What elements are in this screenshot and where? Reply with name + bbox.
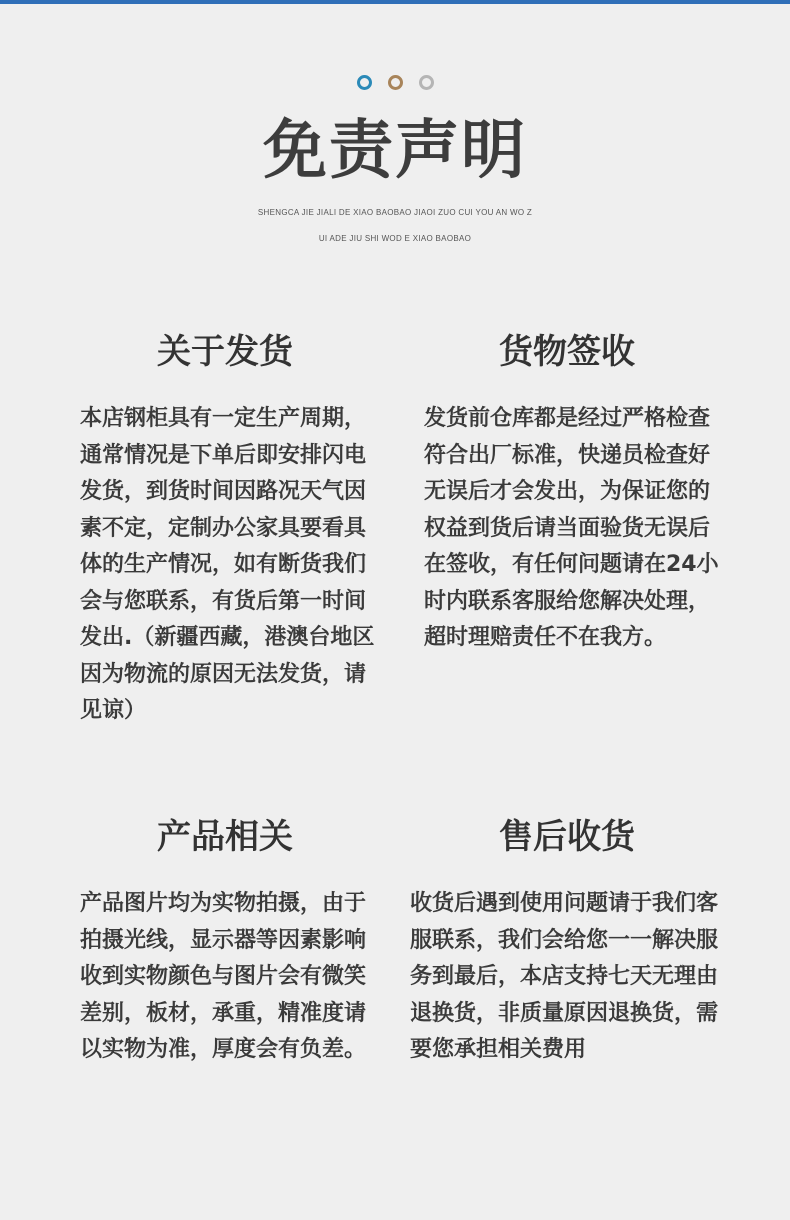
page-title: 免责声明 xyxy=(263,114,527,188)
section-receipt xyxy=(424,327,724,657)
section-title: 售后收货 xyxy=(499,817,635,857)
top-accent-bar xyxy=(0,0,790,4)
section-body: 产品图片均为实物拍摄，由于拍摄光线，显示器等因素影响收到实物颜色与图片会有微笑差别，板材，承重，精准度请以实物为准，厚度会有负差。 xyxy=(80,891,367,1062)
section-body: 发货前仓库都是经过严格检查符合出厂标准，快递员检查好无误后才会发出，为保证您的权益到货后请当面验货无误后在签收，有任何问题请在24小时内联系客服给您解决处理，超时理赔责任不在我方。 xyxy=(424,406,719,650)
section-product xyxy=(80,812,380,1069)
subtitle-line-1: SHENGCA JIE JIALI DE XIAO BAOBAO JIAOI ZUO CUI YOU AN WO Z xyxy=(257,208,533,217)
section-title: 产品相关 xyxy=(157,817,293,857)
section-body: 收货后遇到使用问题请于我们客服联系，我们会给您一一解决服务到最后，本店支持七天无理由退换货，非质量原因退换货，需要您承担相关费用 xyxy=(410,891,719,1062)
section-body: 本店钢柜具有一定生产周期，通常情况是下单后即安排闪电发货，到货时间因路况天气因素不定，定制办公家具要看具体的生产情况，如有断货我们会与您联系，有货后第一时间发出.（新疆西藏，港澳台地区因为物流的原因无法发货，请见谅） xyxy=(80,406,375,723)
gray-ring-icon xyxy=(419,75,434,90)
section-title: 关于发货 xyxy=(157,332,293,372)
section-title: 货物签收 xyxy=(499,332,635,372)
blue-ring-icon xyxy=(357,75,372,90)
decorative-dots xyxy=(0,75,790,90)
section-after-sales xyxy=(410,812,730,1069)
section-shipping xyxy=(80,327,380,730)
gold-ring-icon xyxy=(388,75,403,90)
subtitle-line-2: UI ADE JIU SHI WOD E XIAO BAOBAO xyxy=(318,234,472,243)
